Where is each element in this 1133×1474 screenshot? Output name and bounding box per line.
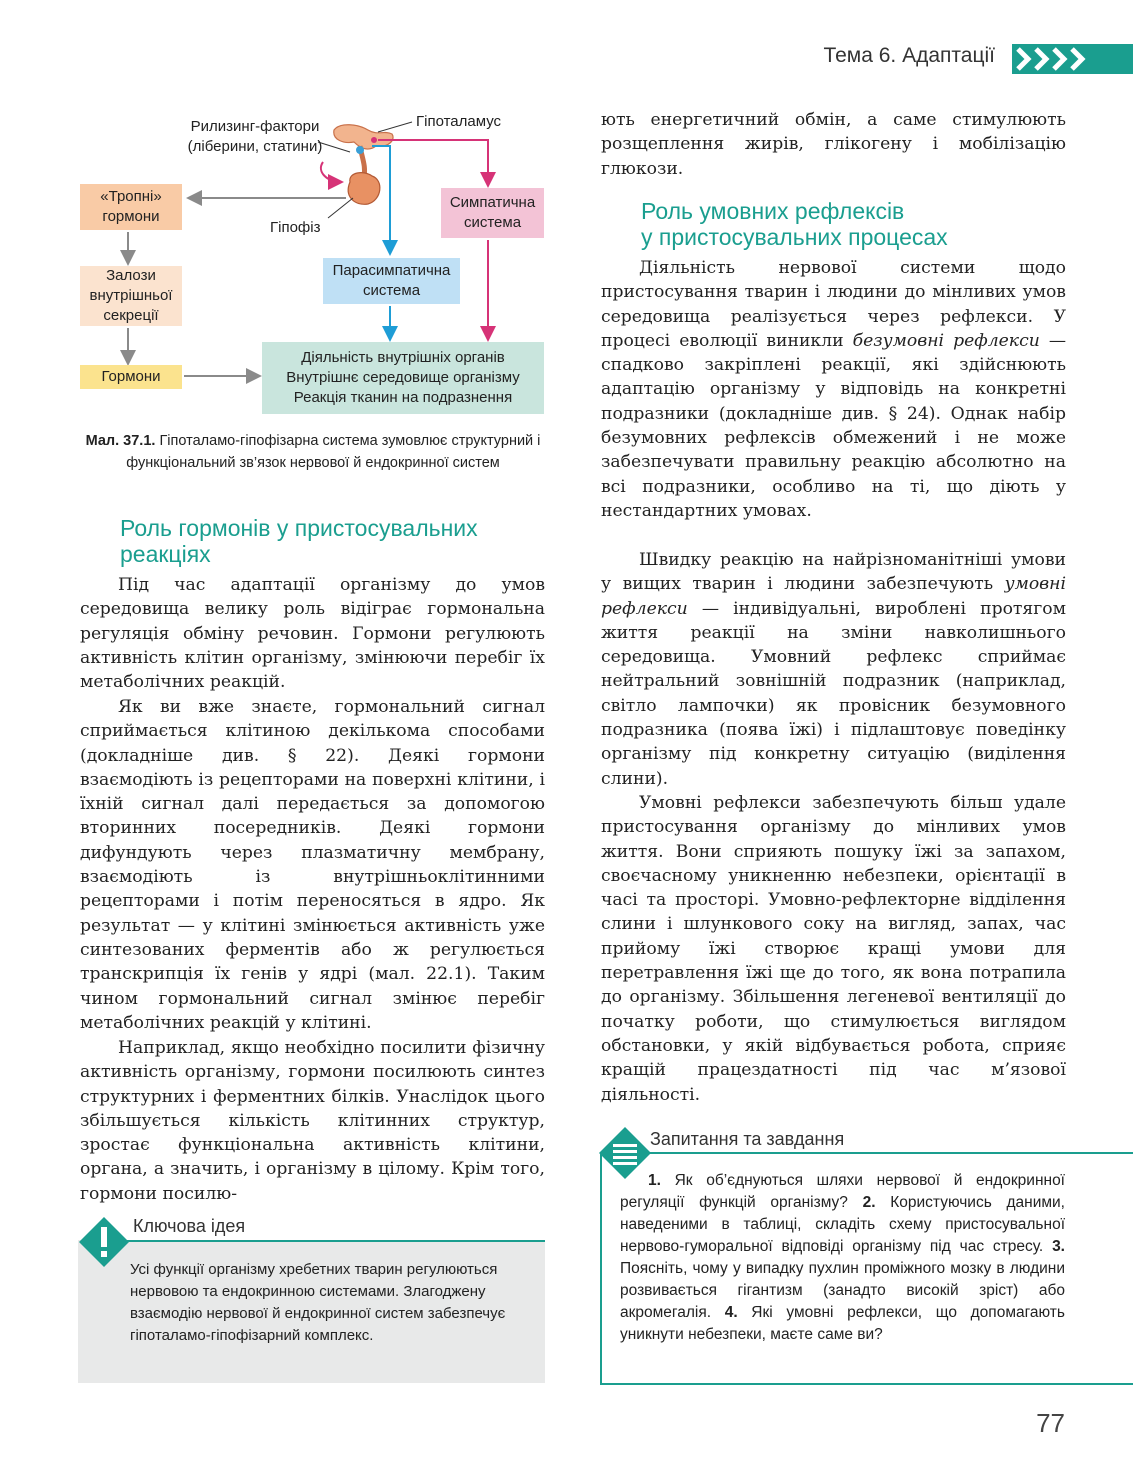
paragraph-text: Діяльність нервової системи щодо пристосування тварин і людини до мінливих умов середовища реалізується через рефлекси. У процесі еволюції виникли [601,258,1066,351]
question-number: 1. [648,1172,661,1189]
paragraph-text: — індивідуальні, вироблені протягом життя реакції на зміни навколишнього середовища. Умовний рефлекс сприймає нейтральний зовнішній подразник (наприклад, світло лампочки) як провісник безумовного подразника (поява їжі) і підлаштовує поведінку організму під конкретну ситуацію (виділення слини). [601,598,1066,789]
paragraph [80,695,545,1035]
section-heading-reflexes [641,198,948,250]
page-number: 77 [1036,1408,1065,1438]
term-emphasis: умовні рефлекси [601,574,1066,619]
caption-text: Гіпоталамо-гіпофізарна система зумовлює структурний і функціональний зв’язок нервової й ендокринної систем [126,433,541,471]
chapter-title: Тема 6. Адаптації [823,44,995,67]
key-idea-divider [102,1240,545,1242]
parasympathetic-box: Парасимпатична система [323,258,460,304]
heading-line: реакціях [120,541,211,567]
paragraph [601,548,1066,791]
question-text: Які умовні рефлекси, що допомагають уникнути небезпеки, маєте саме ви? [620,1304,1065,1343]
heading-line: Роль гормонів у пристосувальних [120,515,478,541]
hypothalamic-pituitary-diagram [78,100,548,420]
section-heading-hormones [120,515,478,567]
brain-structure-icon [334,125,393,205]
paragraph-text: ють енергетичний обмін, а саме стимулюють розщеплення жирів, глікогену і мобілізацію глюкози. [601,110,1066,179]
paragraph-text: Наприклад, якщо необхідно посилити фізичну активність організму, гормони посилюють синтез структурних і ферментних білків. Унаслідок цього збільшується кількість клітинних структур, зростає функціональна активність клітини, органа, а значить, і організму в цілому. Крім того, гормони посилю- [80,1038,545,1204]
hormones-box: Гормони [80,365,182,389]
figure-caption [80,430,546,474]
questions-text [620,1170,1065,1346]
releasing-factors-label: Рилизинг-фактори (ліберини, статини) [187,118,323,155]
questions-title: Запитання та завдання [650,1129,845,1149]
paragraph [601,256,1066,523]
term-emphasis: безумовні рефлекси [852,330,1040,351]
sympathetic-box: Симпатична система [441,188,544,238]
question-number: 3. [1052,1238,1065,1255]
paragraph-text: Під час адаптації організму до умов середовища велику роль відіграє гормональна регуляція обміну речовин. Гормони регулюють активність клітин організму, змінюючи перебіг їх метаболічних реакцій. [80,575,545,693]
question-number: 2. [862,1194,876,1211]
tropic-hormones-box: «Тропні» гормони [80,184,182,230]
outcome-box [262,342,544,414]
endocrine-glands-box: Залози внутрішньої секреції [80,266,182,326]
chapter-arrows-icon [1012,44,1133,74]
key-idea-text: Усі функції організму хребетних тварин регулюються нервовою та ендокринною системами. Злагоджену взаємодію нервової й ендокринної систем забезпечує гіпоталамо-гіпофізарний комплекс. [130,1261,506,1344]
question-text: Як об’єднуються шляхи нервової й ендокринної регуляції функцій організму? [620,1172,1065,1211]
paragraph [80,573,545,694]
paragraph [601,791,1066,1107]
exclamation-icon [79,1217,129,1267]
paragraph-text: Як ви вже знаєте, гормональний сигнал сприймається клітиною декількома способами (докладніше див. § 22). Деякі гормони взаємодіють із рецепторами на поверхні клітини, і їхній сигнал далі передається за допомогою вторинних посередників. Деякі гормони дифундують через плазматичну мембрану, взаємодіють із внутрішньоклітинними рецепторами і потім переносяться в ядро. Як результат — у клітині змінюється активність уже синтезованих ферментів або ж регулюється транскрипція їх генів у ядрі (мал. 22.1). Таким чином гормональний сигнал змінює перебіг метаболічних реакцій у клітині. [80,697,545,1033]
heading-line: Роль умовних рефлексів [641,198,905,224]
hypothalamus-label: Гіпоталамус [416,113,502,130]
question-text: Поясніть, чому у випадку пухлин проміжного мозку в людини розвивається гігантизм (занадто високій зріст) або акромегалія. [620,1260,1065,1321]
question-text: Користуючись даними, наведеними в таблиці, складіть схему пристосувальної нервово-гуморальної відповіді організму під час стресу. [620,1194,1065,1255]
pituitary-label: Гіпофіз [270,219,321,236]
outcome-line-1: Діяльність внутрішніх органів [301,349,505,366]
paragraph-text: Швидку реакцію на найрізноманітніші умови у вищих тварин і людини забезпечують [601,550,1066,595]
paragraph [601,108,1066,181]
caption-label: Мал. 37.1. [85,433,156,449]
paragraph-text: Умовні рефлекси забезпечують більш удале пристосування організму до мінливих умов життя. Вони сприяють пошуку їжі за запахом, своєчасному уникненню небезпеки, орієнтації в часі та просторі. Умовно-рефлекторне відділення слини і шлункового соку на вигляд, запах, час прийому їжі створює кращі умови для перетравлення їжі ще до того, як вона потрапила до організму. Збільшення легеневої вентиляції до початку роботи, що стимулюється виглядом обстановки, у якій відбувається робота, сприяє кращій працездатності під час м’язової діяльності. [601,793,1066,1105]
key-idea-title: Ключова ідея [133,1216,246,1236]
paragraph [80,1036,545,1206]
heading-line: у пристосувальних процесах [641,224,948,250]
outcome-line-3: Реакція тканин на подразнення [293,389,513,406]
outcome-line-2: Внутрішнє середовище організму [286,369,520,386]
paragraph-text: — спадково закріплені реакції, які здійснюють адаптацію організму у відповідь на конкретні подразники (докладніше див. § 24). Однак набір безумовних рефлексів обмежений і не може забезпечувати правильну реакцію абсолютно на всі подразники, особливо на ті, що діють у нестандартних умовах. [601,330,1067,521]
question-number: 4. [724,1304,738,1321]
